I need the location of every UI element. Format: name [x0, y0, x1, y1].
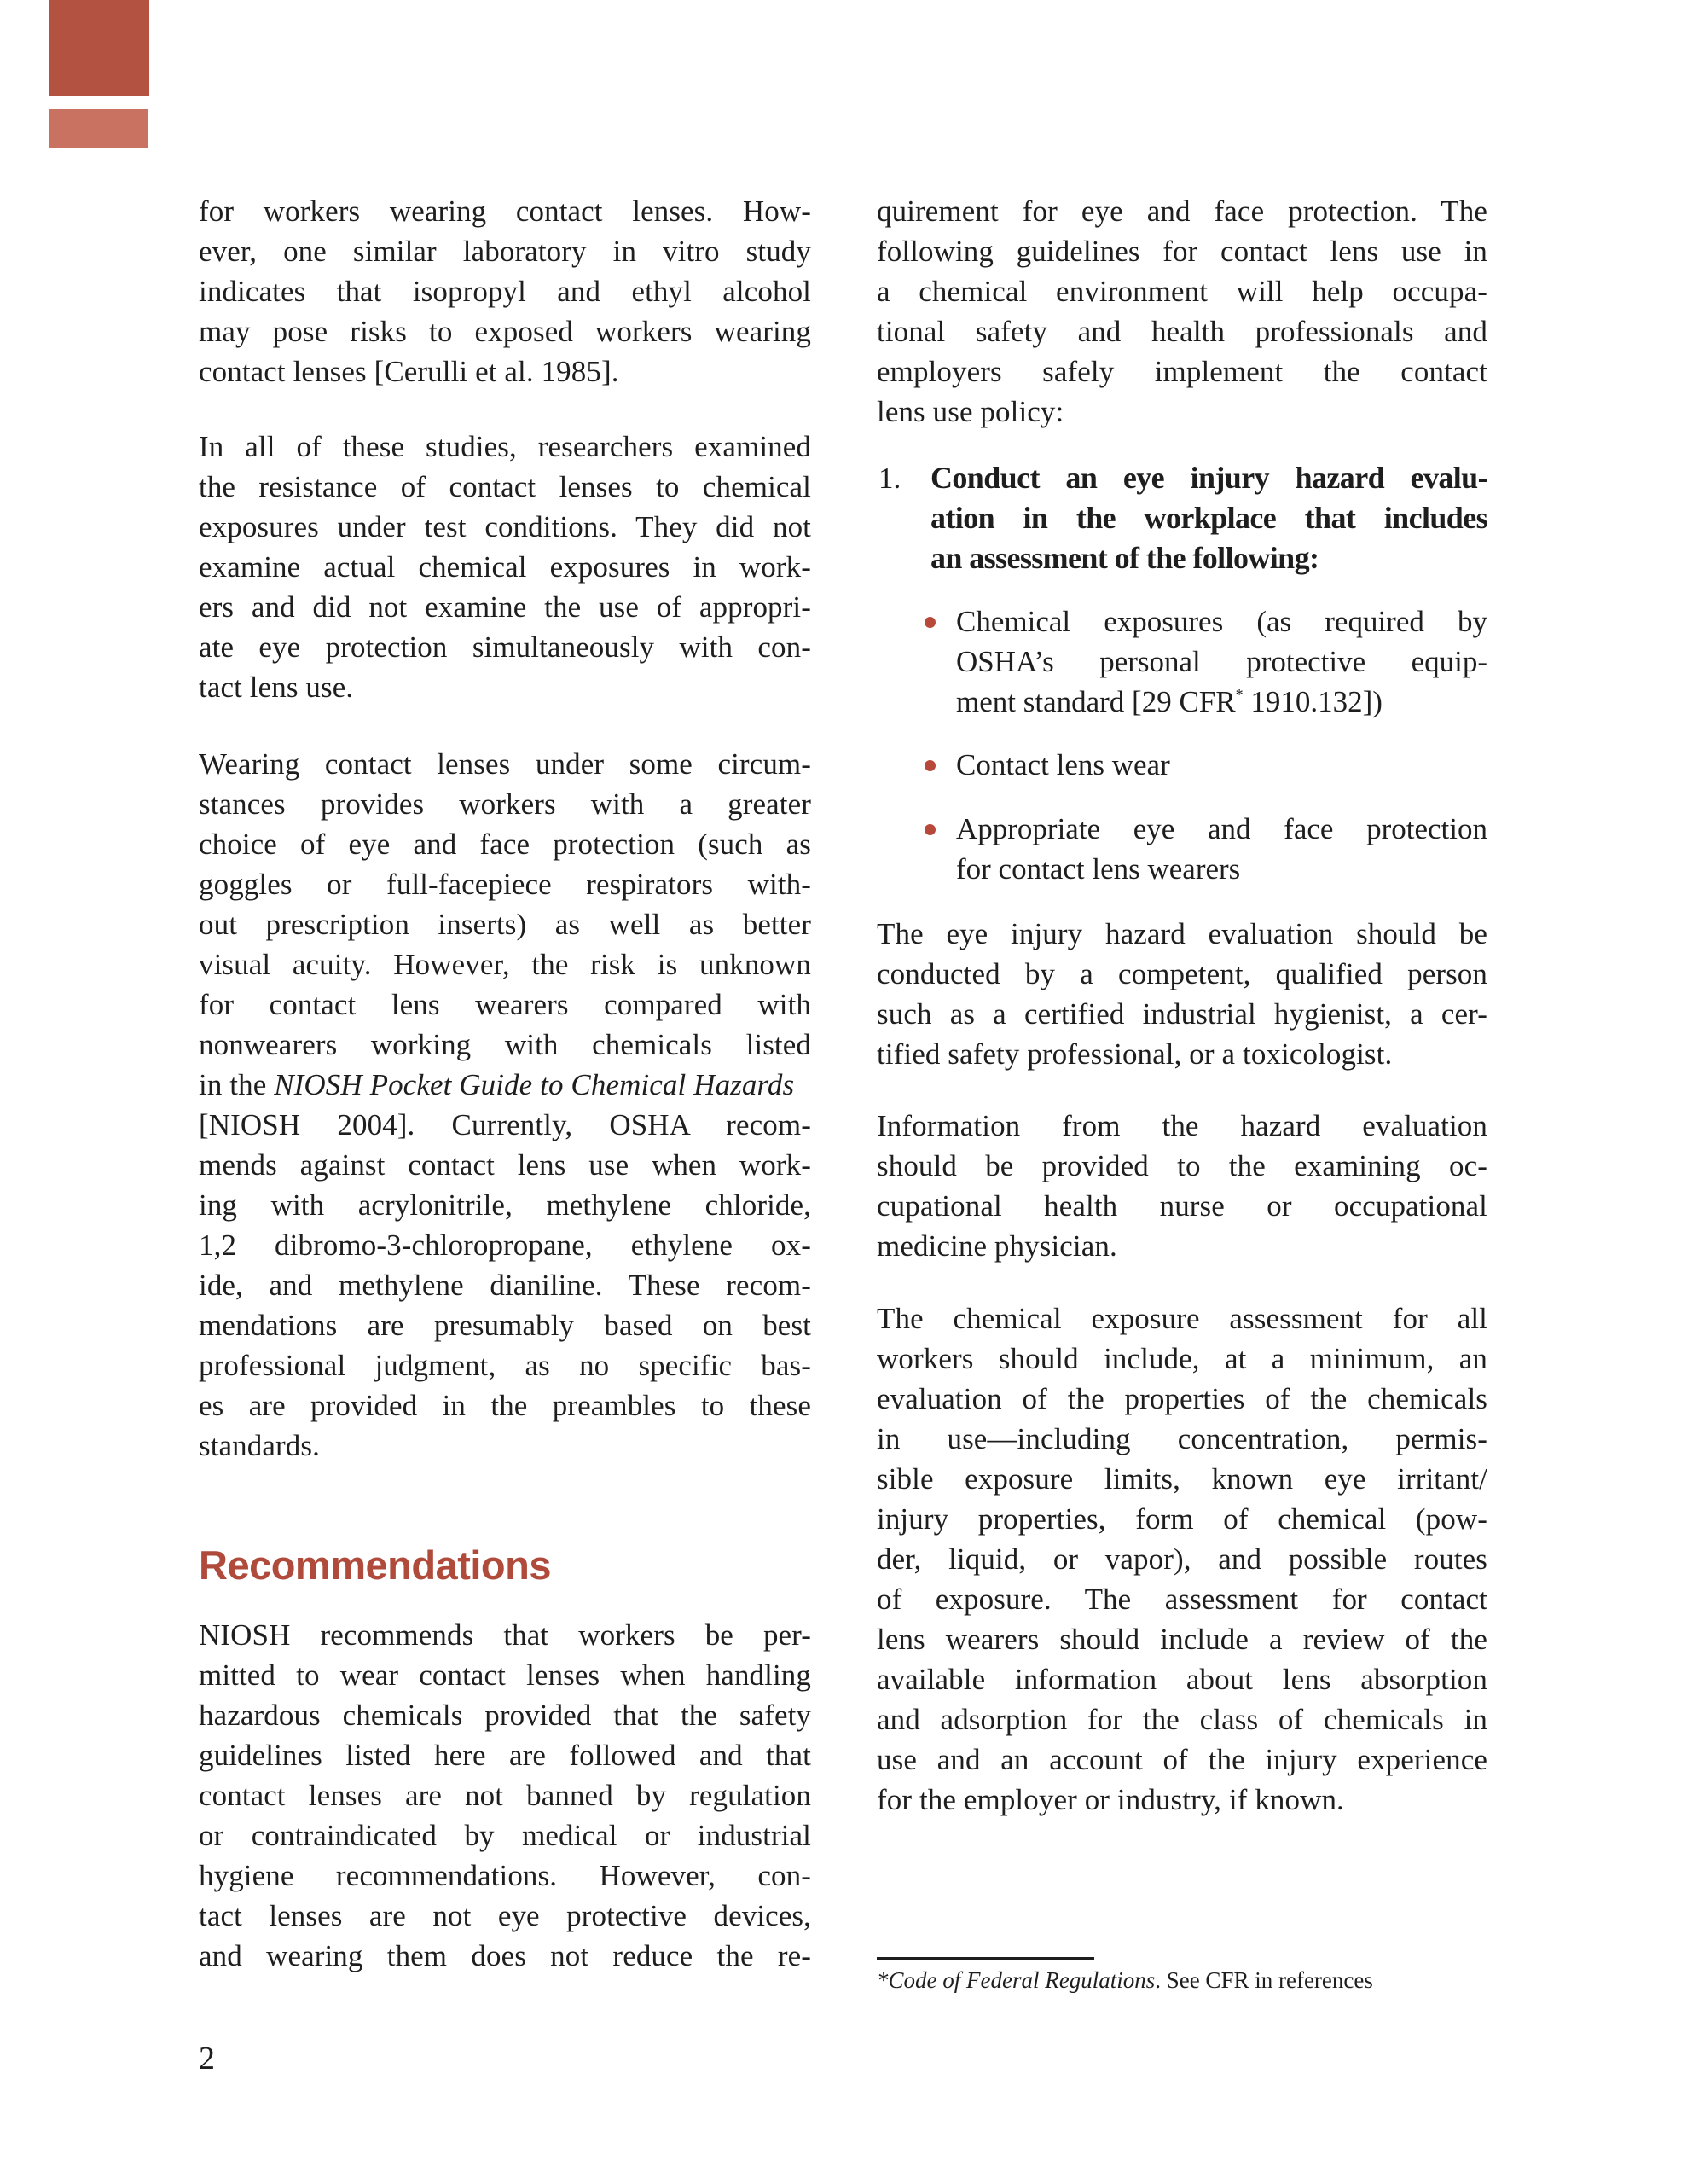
text-line: may pose risks to exposed workers wearing	[199, 315, 811, 348]
text-line: lens use policy:	[877, 395, 1064, 428]
text-line: es are provided in the preambles to these	[199, 1389, 811, 1422]
text-line: injury properties, form of chemical (pow-	[877, 1502, 1487, 1536]
text-line: should be provided to the examining oc-	[877, 1149, 1487, 1182]
text-line: standards.	[199, 1429, 320, 1462]
text-line: choice of eye and face protection (such as	[199, 828, 811, 861]
text-line: exposures under test conditions. They did not	[199, 510, 811, 543]
bullet-line: OSHA’s personal protective equip-	[956, 645, 1487, 678]
text-span: ment standard [29 CFR	[956, 685, 1236, 718]
text-line	[199, 1065, 811, 1105]
text-line: conducted by a competent, qualified person	[877, 957, 1487, 990]
text-line: ers and did not examine the use of appropri-	[199, 590, 811, 624]
bullet-icon	[925, 824, 936, 835]
footnote-marker: *	[1235, 686, 1244, 703]
text-line: available information about lens absorption	[877, 1663, 1487, 1696]
text-line: hygiene recommendations. However, con-	[199, 1859, 811, 1892]
text-line: The eye injury hazard evaluation should be	[877, 917, 1487, 950]
text-line: sible exposure limits, known eye irritant/	[877, 1462, 1487, 1496]
text-line: for the employer or industry, if known.	[877, 1783, 1344, 1816]
text-line: mendations are presumably based on best	[199, 1309, 811, 1342]
text-span: in the	[199, 1068, 267, 1101]
text-line: ever, one similar laboratory in vitro study	[199, 235, 811, 268]
text-line: ate eye protection simultaneously with con-	[199, 630, 811, 664]
text-line: tional safety and health professionals and	[877, 315, 1487, 348]
text-line: professional judgment, as no specific bas-	[199, 1349, 811, 1382]
text-line: mends against contact lens use when work-	[199, 1148, 811, 1182]
text-line: In all of these studies, researchers examined	[199, 430, 811, 463]
text-line: examine actual chemical exposures in work-	[199, 550, 811, 584]
text-line: for workers wearing contact lenses. How-	[199, 195, 811, 228]
text-line: ide, and methylene dianiline. These recom-	[199, 1269, 811, 1302]
text-line: and wearing them does not reduce the re-	[199, 1939, 811, 1972]
text-line: lens wearers should include a review of the	[877, 1623, 1487, 1656]
header-accent-block	[49, 0, 149, 96]
footnote-text	[877, 1965, 1373, 1995]
text-line: tact lens use.	[199, 671, 354, 704]
bullet-line	[956, 682, 1487, 722]
text-line: tified safety professional, or a toxicologist.	[877, 1037, 1393, 1071]
header-accent-bar	[49, 109, 148, 148]
bullet-line: Chemical exposures (as required by	[956, 605, 1487, 638]
text-line: der, liquid, or vapor), and possible routes	[877, 1542, 1487, 1576]
text-span: 1910.132])	[1243, 685, 1383, 718]
text-line: for contact lens wearers compared with	[199, 988, 811, 1021]
text-line: The chemical exposure assessment for all	[877, 1302, 1487, 1335]
text-line: a chemical environment will help occupa-	[877, 275, 1487, 308]
text-line: Information from the hazard evaluation	[877, 1109, 1487, 1142]
text-line: 1,2 dibromo-3-chloropropane, ethylene ox-	[199, 1228, 811, 1262]
item-number: 1.	[878, 462, 901, 495]
footnote-italic: Code of Federal Regulations	[888, 1967, 1156, 1993]
footnote-rest: . See CFR in references	[1155, 1967, 1373, 1993]
bullet-line: Contact lens wear	[956, 748, 1170, 781]
text-line: cupational health nurse or occupational	[877, 1189, 1487, 1223]
text-line: workers should include, at a minimum, an	[877, 1342, 1487, 1375]
text-line: evaluation of the properties of the chemicals	[877, 1382, 1487, 1415]
text-line: following guidelines for contact lens use in	[877, 235, 1487, 268]
item-title-line: ation in the workplace that includes	[930, 501, 1487, 535]
text-line: ing with acrylonitrile, methylene chloride,	[199, 1188, 811, 1222]
text-line: the resistance of contact lenses to chemical	[199, 470, 811, 503]
text-line: contact lenses are not banned by regulation	[199, 1779, 811, 1812]
text-line: nonwearers working with chemicals listed	[199, 1028, 811, 1061]
text-line: guidelines listed here are followed and that	[199, 1739, 811, 1772]
text-line: NIOSH recommends that workers be per-	[199, 1618, 811, 1652]
section-heading: Recommendations	[199, 1542, 551, 1588]
text-line: tact lenses are not eye protective devices,	[199, 1899, 811, 1932]
text-line: Wearing contact lenses under some circum-	[199, 747, 811, 781]
item-title-line: an assessment of the following:	[930, 541, 1319, 575]
text-line: indicates that isopropyl and ethyl alcohol	[199, 275, 811, 308]
text-line: of exposure. The assessment for contact	[877, 1583, 1487, 1616]
bullet-icon	[925, 760, 936, 771]
text-line: and adsorption for the class of chemicals in	[877, 1703, 1487, 1736]
text-line: out prescription inserts) as well as better	[199, 908, 811, 941]
text-line: [NIOSH 2004]. Currently, OSHA recom-	[199, 1108, 811, 1141]
text-line: use and an account of the injury experience	[877, 1743, 1487, 1776]
publication-title: NIOSH Pocket Guide to Chemical Hazards	[274, 1068, 795, 1101]
item-title-line: Conduct an eye injury hazard evalu-	[930, 461, 1487, 495]
text-line: quirement for eye and face protection. The	[877, 195, 1487, 228]
bullet-line: Appropriate eye and face protection	[956, 812, 1487, 845]
text-line: or contraindicated by medical or industrial	[199, 1819, 811, 1852]
text-line: such as a certified industrial hygienist, a cer-	[877, 997, 1487, 1031]
text-line: contact lenses [Cerulli et al. 1985].	[199, 355, 619, 388]
footnote-divider	[877, 1957, 1094, 1960]
text-line: visual acuity. However, the risk is unknown	[199, 948, 811, 981]
page-number: 2	[199, 2041, 215, 2077]
bullet-icon	[925, 617, 936, 628]
text-line: in use—including concentration, permis-	[877, 1422, 1487, 1455]
footnote-marker: *	[877, 1967, 889, 1993]
text-line: mitted to wear contact lenses when handling	[199, 1658, 811, 1692]
text-line: employers safely implement the contact	[877, 355, 1487, 388]
text-line: hazardous chemicals provided that the safety	[199, 1699, 811, 1732]
text-line: medicine physician.	[877, 1229, 1117, 1263]
bullet-line: for contact lens wearers	[956, 852, 1241, 886]
text-line: goggles or full-facepiece respirators with-	[199, 868, 811, 901]
text-line: stances provides workers with a greater	[199, 787, 811, 821]
